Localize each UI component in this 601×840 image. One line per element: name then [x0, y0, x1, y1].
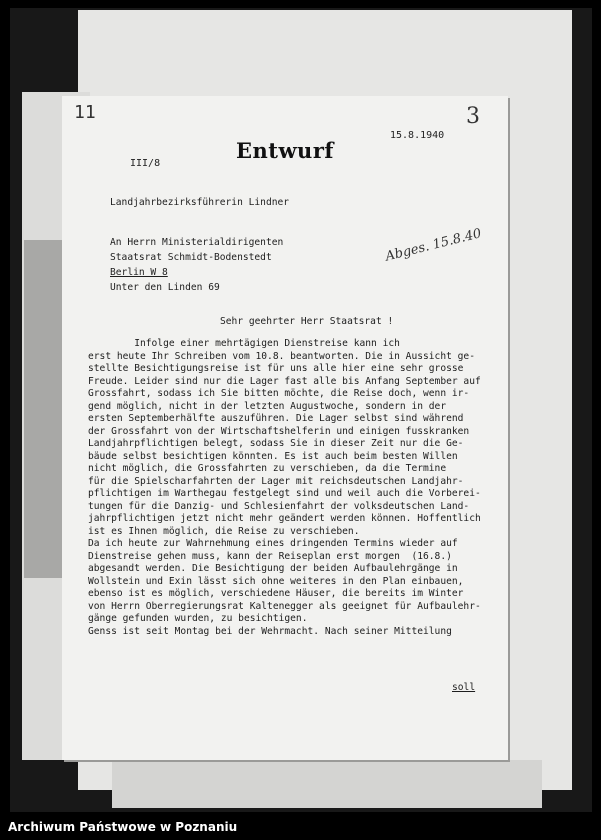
recipient-line-1: An Herrn Ministerialdirigenten: [110, 237, 284, 248]
body-line: Wollstein und Exin lässt sich ohne weiteres in den Plan einbauen,: [88, 575, 464, 587]
recipient-line-3: Berlin W 8: [110, 267, 168, 278]
body-line: tungen für die Danzig- und Schlesienfahrt der volksdeutschen Land-: [88, 500, 470, 512]
archive-name: Archiwum Państwowe w Poznaniu: [8, 820, 238, 834]
body-line: nicht möglich, die Grossfahrten zu verschieben, da die Termine: [88, 463, 447, 474]
catchword: soll: [452, 682, 476, 693]
page-number: 3: [466, 104, 480, 129]
body-line: ist es Ihnen möglich, die Reise zu verschieben.: [88, 525, 360, 537]
salutation: Sehr geehrter Herr Staatsrat !: [220, 316, 394, 327]
body-line: gend möglich, nicht in der letzten Augustwoche, sondern in der: [88, 400, 447, 412]
letter-body: [88, 338, 481, 638]
body-line: Genss ist seit Montag bei der Wehrmacht. Nach seiner Mitteilung: [88, 625, 452, 637]
body-line: Landjahrpflichtigen belegt, sodass Sie in dieser Zeit nur die Ge-: [88, 438, 464, 449]
body-line: ersten Septemberhälfte auszuführen. Die Lager selbst sind während: [88, 413, 464, 424]
back-sheet-bottom: [112, 760, 542, 808]
recipient-line-2: Staatsrat Schmidt-Bodenstedt: [110, 252, 272, 263]
body-line: ebenso ist es möglich, verschiedene Häuser, die bereits im Winter: [88, 588, 464, 599]
body-line: Dienstreise gehen muss, kann der Reiseplan erst morgen (16.8.): [88, 550, 452, 562]
body-line: für die Spielscharfahrten der Lager mit reichsdeutschen Landjahr-: [88, 475, 464, 487]
body-line: erst heute Ihr Schreiben vom 10.8. beantworten. Die in Aussicht ge-: [88, 350, 475, 362]
reference-number: III/8: [130, 158, 161, 169]
document-heading: Entwurf: [236, 138, 334, 163]
body-line: der Grossfahrt von der Wirtschaftshelferin und einigen fusskranken: [88, 425, 470, 437]
recipient-line-4: Unter den Linden 69: [110, 282, 220, 293]
body-line: stellte Besichtigungsreise ist für uns alle hier eine sehr grosse: [88, 363, 464, 374]
body-line: bäude selbst besichtigen könnten. Es ist auch beim besten Willen: [88, 450, 458, 462]
body-line: Infolge einer mehrtägigen Dienstreise kann ich: [88, 338, 400, 349]
body-line: gänge gefunden wurden, zu besichtigen.: [88, 613, 308, 624]
body-line: Freude. Leider sind nur die Lager fast alle bis Anfang September auf: [88, 375, 481, 387]
archive-footer: [0, 812, 601, 840]
body-line: abgesandt werden. Die Besichtigung der beiden Aufbaulehrgänge in: [88, 563, 458, 574]
body-line: Grossfahrt, sodass ich Sie bitten möchte, die Reise doch, wenn ir-: [88, 388, 470, 399]
body-line: Da ich heute zur Wahrnehmung eines dringenden Termins wieder auf: [88, 538, 458, 549]
body-line: jahrpflichtigen jetzt nicht mehr geändert werden können. Hoffentlich: [88, 513, 481, 524]
body-line: von Herrn Oberregierungsrat Kaltenegger als geeignet für Aufbaulehr-: [88, 600, 481, 612]
margin-mark: 11: [74, 102, 96, 123]
document-date: 15.8.1940: [390, 130, 445, 141]
body-line: pflichtigen im Warthegau festgelegt sind und weil auch die Vorberei-: [88, 488, 481, 499]
sender-line: Landjahrbezirksführerin Lindner: [110, 197, 290, 208]
handwritten-note: Abges. 15.8.40: [384, 226, 483, 265]
